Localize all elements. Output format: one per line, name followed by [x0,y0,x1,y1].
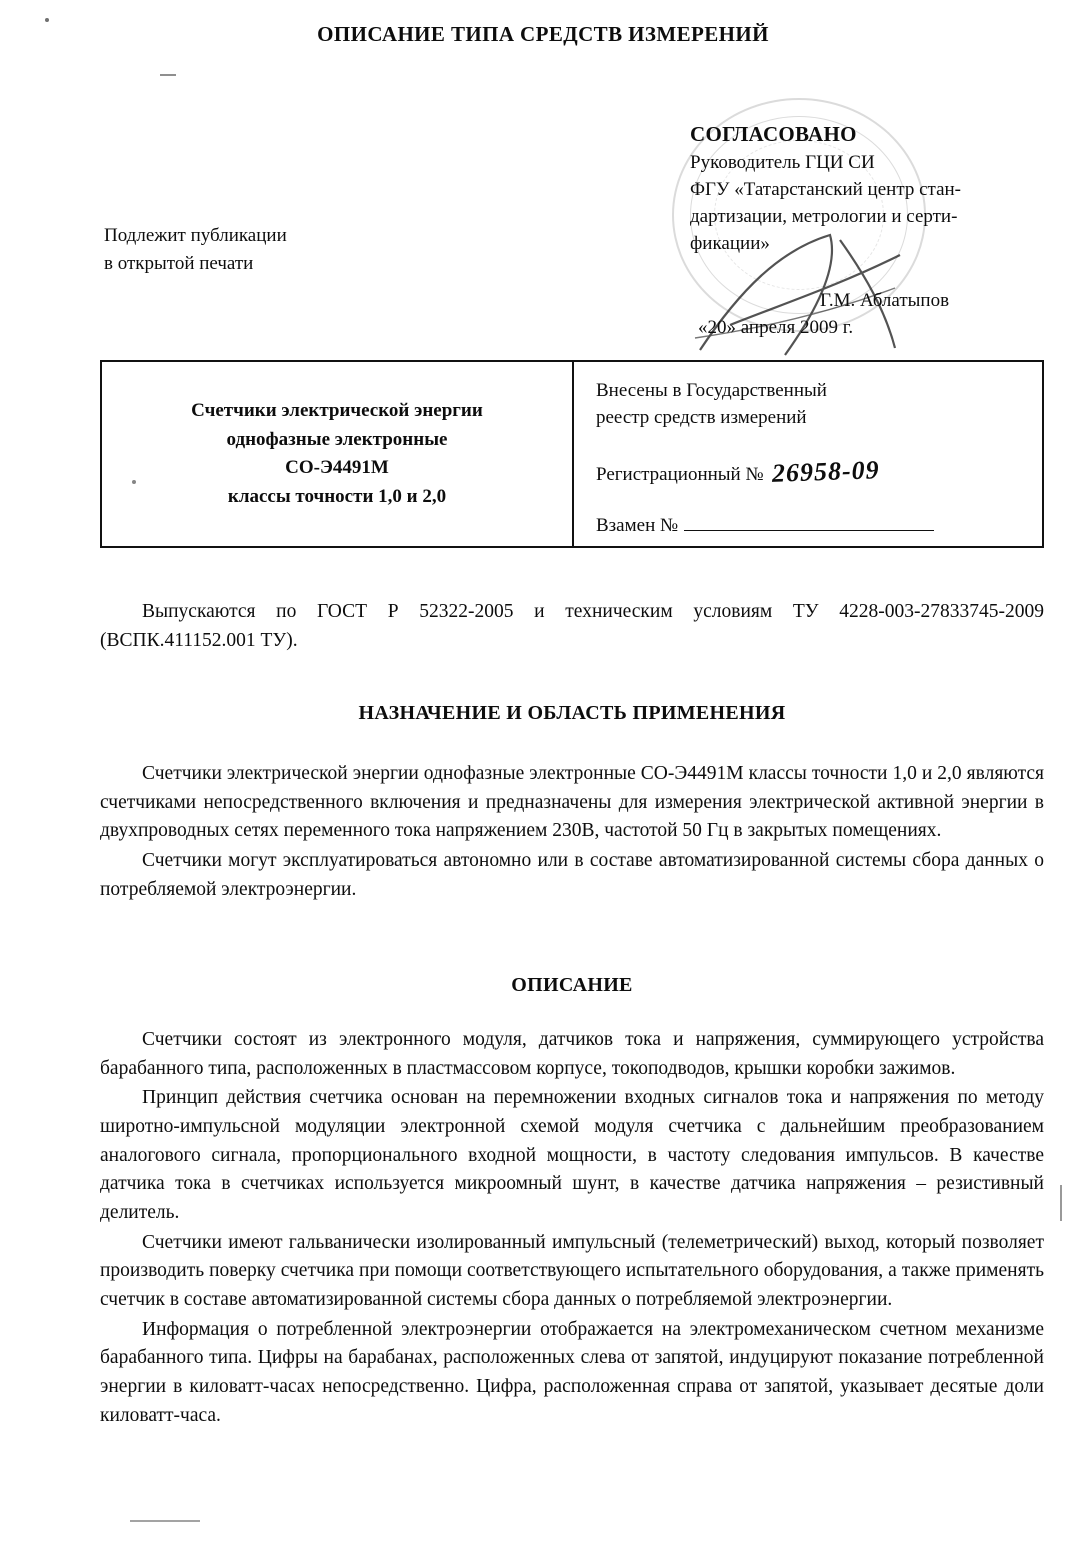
approval-line-3: дартизации, метрологии и серти- [690,205,958,227]
registration-number-label: Регистрационный № [596,463,764,485]
description-paragraph-4: Информация о потребленной электроэнергии отображается на электромеханическом счетном механизме барабанного типа. Цифры на барабанах, расположенных слева от запятой, индуцируют показание потребленной энергии в киловатт-часах непосредственно. Цифра, расположенная справа от запятой, указывает десятые доли киловатт-часа. [100,1318,1044,1426]
description-paragraph-2: Принцип действия счетчика основан на перемножении входных сигналов тока и напряжения по методу широтно-импульсной модуляции электронной схемой модуля счетчика с дальнейшим преобразованием аналогового сигнала, пропорционального входной мощности, в частоту следования импульсов. В качестве датчика тока в счетчиках используется микроомный шунт, в качестве датчика напряжения – резистивный делитель. [100,1087,1044,1223]
approval-line-2: ФГУ «Татарстанский центр стан- [690,178,962,200]
device-name-line-4: классы точности 1,0 и 2,0 [227,485,447,507]
device-name-cell [102,362,572,546]
purpose-heading: НАЗНАЧЕНИЕ И ОБЛАСТЬ ПРИМЕНЕНИЯ [358,702,786,724]
description-paragraph-1: Счетчики состоят из электронного модуля, датчиков тока и напряжения, суммирующего устройства барабанного типа, расположенных в пластмассовом корпусе, токоподводов, крышки коробки зажимов. [100,1029,1044,1079]
intro-paragraph: Выпускаются по ГОСТ Р 52322-2005 и техническим условиям ТУ 4228-003-27833745-2009 (ВСПК.411152.001 ТУ). [100,601,1044,651]
description-section [100,1026,1044,1431]
intro-section [100,598,1044,656]
scan-artifact-mark [160,74,176,76]
purpose-paragraph-2: Счетчики могут эксплуатироваться автономно или в составе автоматизированной системы сбора данных о потребляемой электроэнергии. [100,849,1044,900]
device-name-line-1: Счетчики электрической энергии [191,400,483,421]
purpose-paragraph-1: Счетчики электрической энергии однофазные электронные СО-Э4491М классы точности 1,0 и 2,0 являются счетчиками непосредственного включения и предназначены для измерения электрической активной энергии в двухпроводных сетях переменного тока напряжением 230В, частотой 50 Гц в закрытых помещениях. [100,763,1044,842]
approval-signer: Г.М. Аблатыпов [820,289,950,311]
scan-artifact-line [1060,1185,1062,1221]
identification-frame [100,360,1044,548]
replaced-number-row [596,513,1022,540]
approval-line-1: Руководитель ГЦИ СИ [690,151,875,173]
purpose-section [100,760,1044,905]
publication-note [104,222,434,277]
publication-note-line-1: Подлежит публикации [104,225,287,246]
publication-note-line-2: в открытой печати [104,252,254,274]
registry-line-1: Внесены в Государственный [596,380,827,401]
registry-cell [574,362,1042,546]
registry-line-2: реестр средств измерений [596,406,807,428]
description-heading: ОПИСАНИЕ [511,974,633,996]
page-title: ОПИСАНИЕ ТИПА СРЕДСТВ ИЗМЕРЕНИЙ [317,22,769,46]
registration-number-value: 26958-09 [771,455,880,488]
approval-block [690,120,1060,342]
device-name-line-2: однофазные электронные [226,428,448,450]
scan-artifact-underline [130,1520,200,1522]
approval-line-4: фикации» [690,232,770,254]
approval-date: «20» апреля 2009 г. [698,316,854,338]
approval-heading: СОГЛАСОВАНО [690,122,857,146]
device-name-line-3: СО-Э4491М [285,457,389,478]
registration-number-row [596,454,1022,491]
replaced-number-rule [684,516,934,531]
replaced-number-label: Взамен № [596,514,679,536]
description-paragraph-3: Счетчики имеют гальванически изолированный импульсный (телеметрический) выход, который позволяет производить поверку счетчика при помощи соответствующего испытательного оборудования, а также применять счетчик в составе автоматизированной системы сбора данных о потребляемой электроэнергии. [100,1231,1044,1310]
